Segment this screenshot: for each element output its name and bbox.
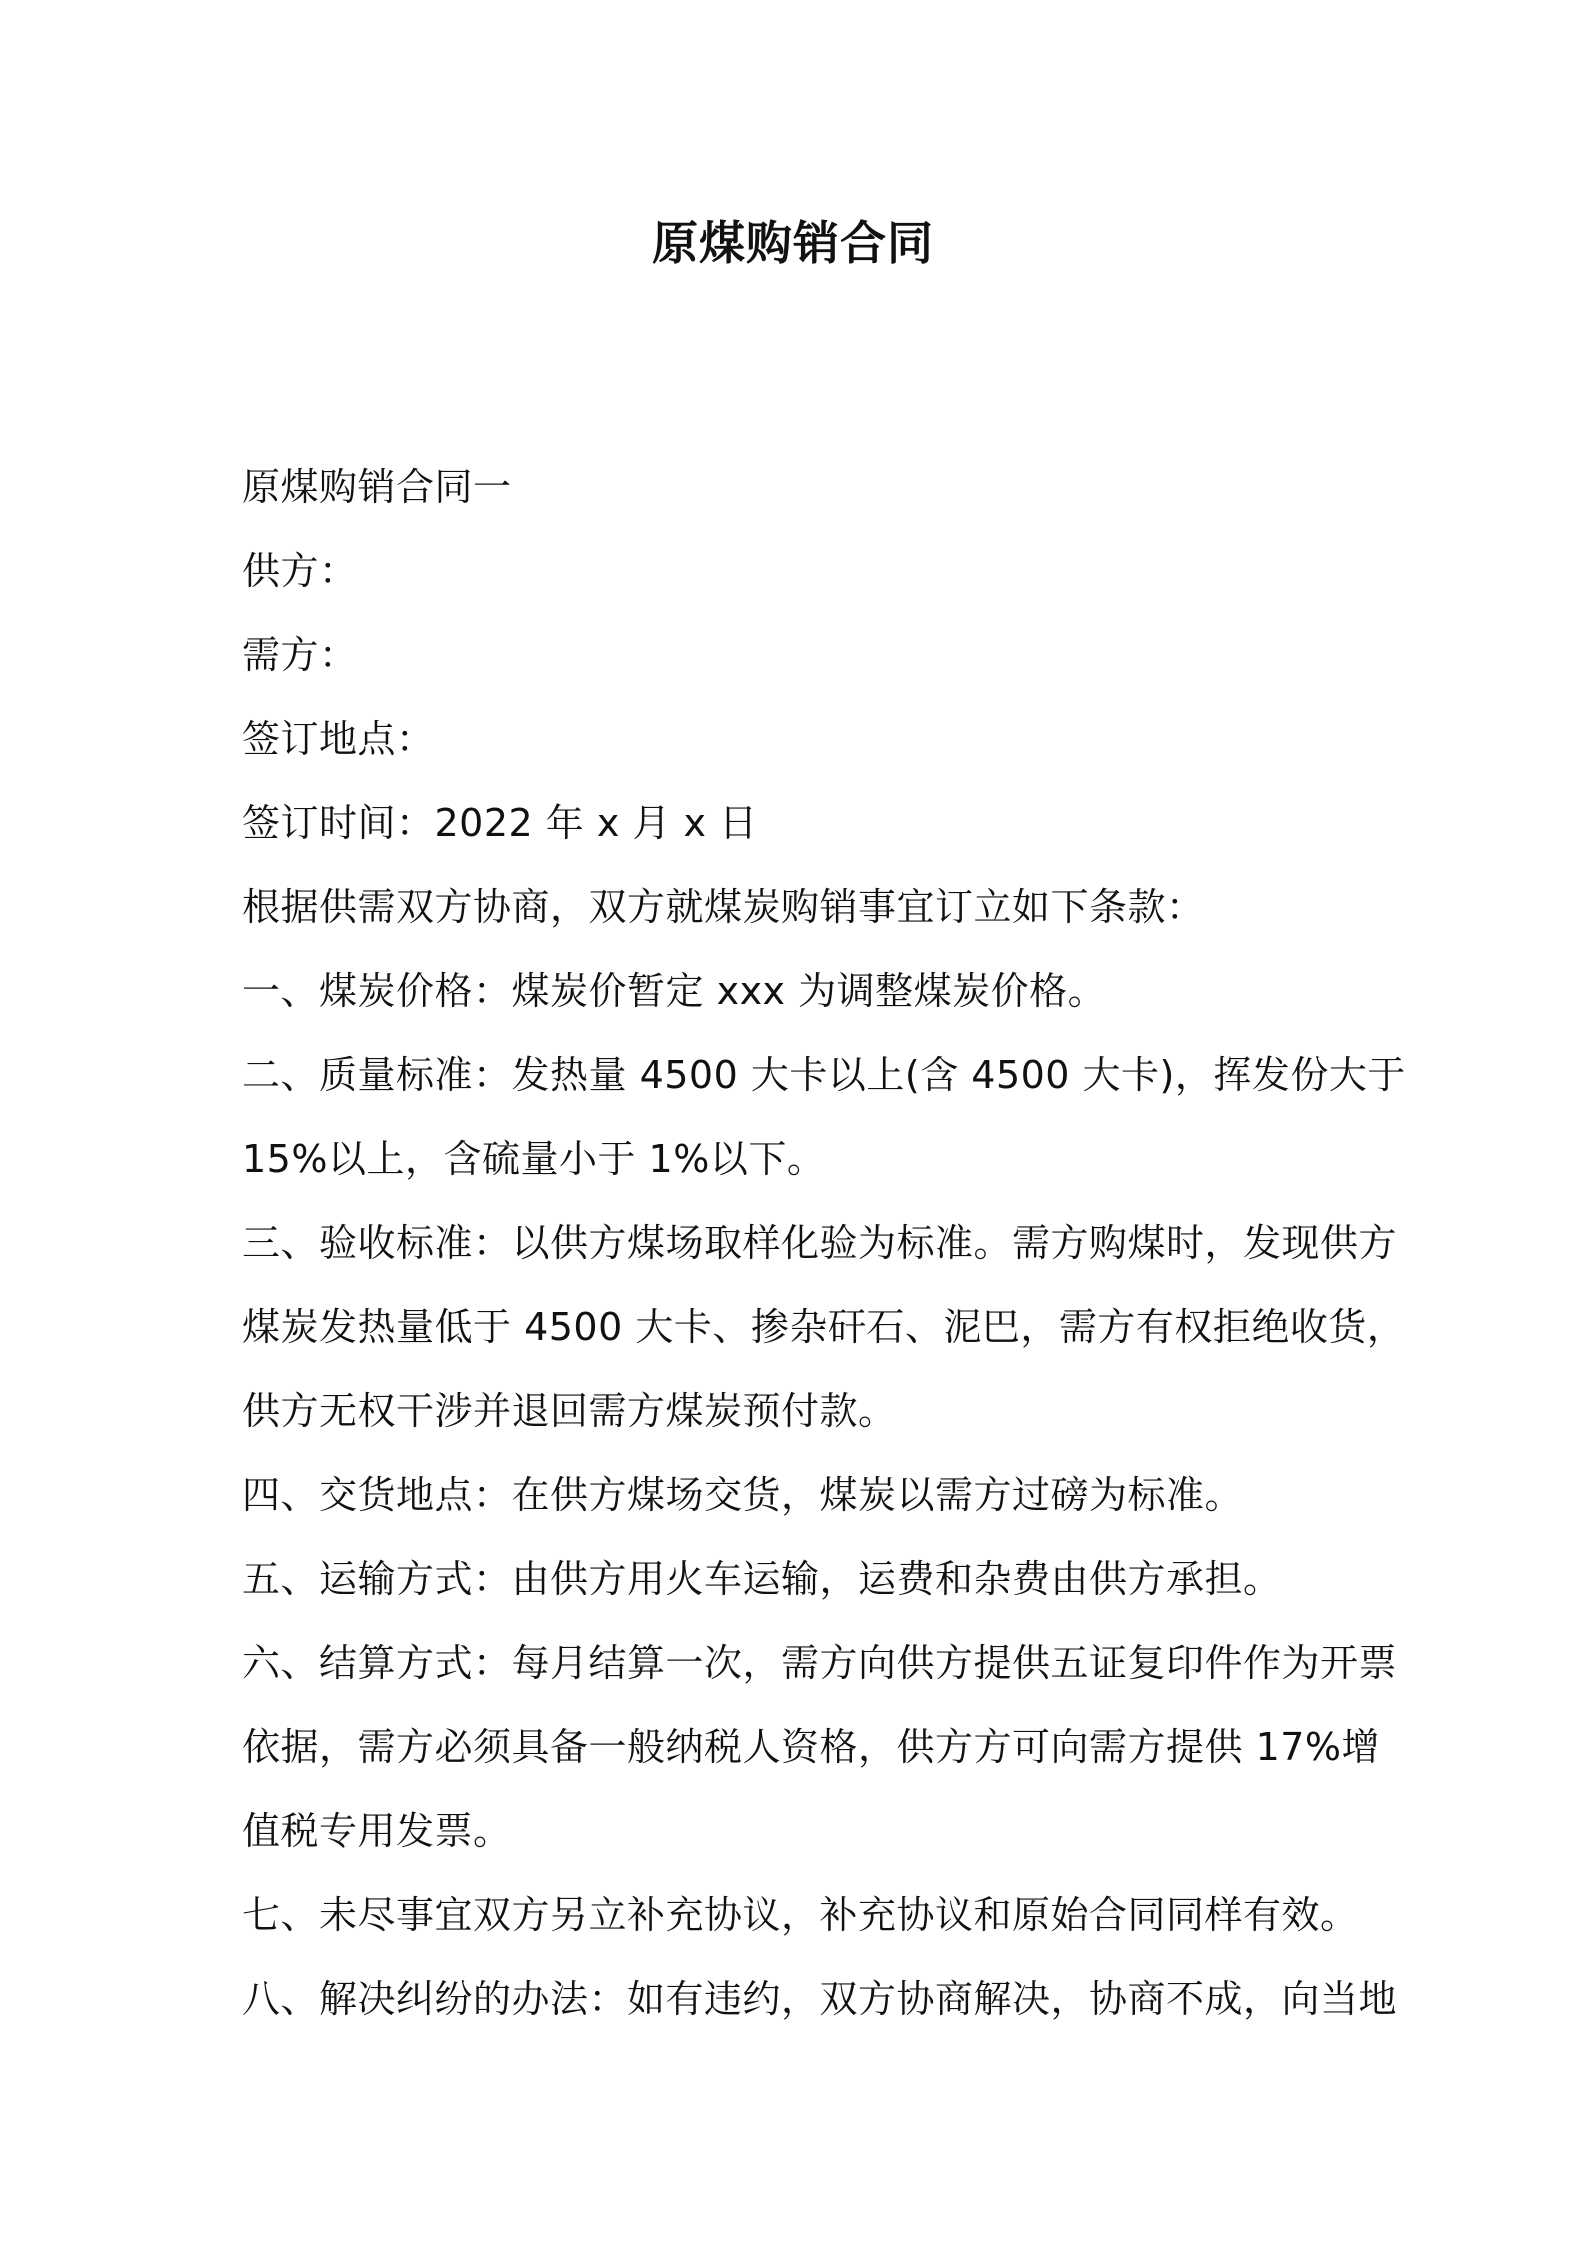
clause-2-quality-line-2: 15%以上，含硫量小于 1%以下。 bbox=[242, 1137, 826, 1181]
clause-5-transport: 五、运输方式：由供方用火车运输，运费和杂费由供方承担。 bbox=[242, 1557, 1282, 1601]
supplier-field: 供方： bbox=[242, 549, 358, 593]
clause-3-acceptance-line-2: 煤炭发热量低于 4500 大卡、掺杂矸石、泥巴，需方有权拒绝收货， bbox=[242, 1305, 1406, 1349]
preamble-line: 根据供需双方协商，双方就煤炭购销事宜订立如下条款： bbox=[242, 885, 1205, 929]
clause-6-settlement-line-2: 依据，需方必须具备一般纳税人资格，供方方可向需方提供 17%增 bbox=[242, 1725, 1381, 1769]
clause-1-price: 一、煤炭价格：煤炭价暂定 xxx 为调整煤炭价格。 bbox=[242, 969, 1107, 1013]
document-body bbox=[242, 445, 1406, 2041]
clause-8-disputes: 八、解决纠纷的办法：如有违约，双方协商解决，协商不成，向当地 bbox=[242, 1977, 1398, 2021]
clause-6-settlement-line-1: 六、结算方式：每月结算一次，需方向供方提供五证复印件作为开票 bbox=[242, 1641, 1398, 1685]
clause-4-delivery: 四、交货地点：在供方煤场交货，煤炭以需方过磅为标准。 bbox=[242, 1473, 1244, 1517]
clause-7-supplementary: 七、未尽事宜双方另立补充协议，补充协议和原始合同同样有效。 bbox=[242, 1893, 1359, 1937]
buyer-field: 需方： bbox=[242, 633, 358, 677]
document-title: 原煤购销合同 bbox=[652, 216, 934, 270]
clause-6-settlement-line-3: 值税专用发票。 bbox=[242, 1809, 512, 1853]
signing-place-field: 签订地点： bbox=[242, 717, 435, 761]
clause-3-acceptance-line-3: 供方无权干涉并退回需方煤炭预付款。 bbox=[242, 1389, 897, 1433]
signing-date-field: 签订时间：2022 年 x 月 x 日 bbox=[242, 801, 758, 845]
contract-subtitle: 原煤购销合同一 bbox=[242, 465, 512, 509]
clause-2-quality-line-1: 二、质量标准：发热量 4500 大卡以上(含 4500 大卡)，挥发份大于 bbox=[242, 1053, 1406, 1097]
clause-3-acceptance-line-1: 三、验收标准：以供方煤场取样化验为标准。需方购煤时，发现供方 bbox=[242, 1221, 1398, 1265]
